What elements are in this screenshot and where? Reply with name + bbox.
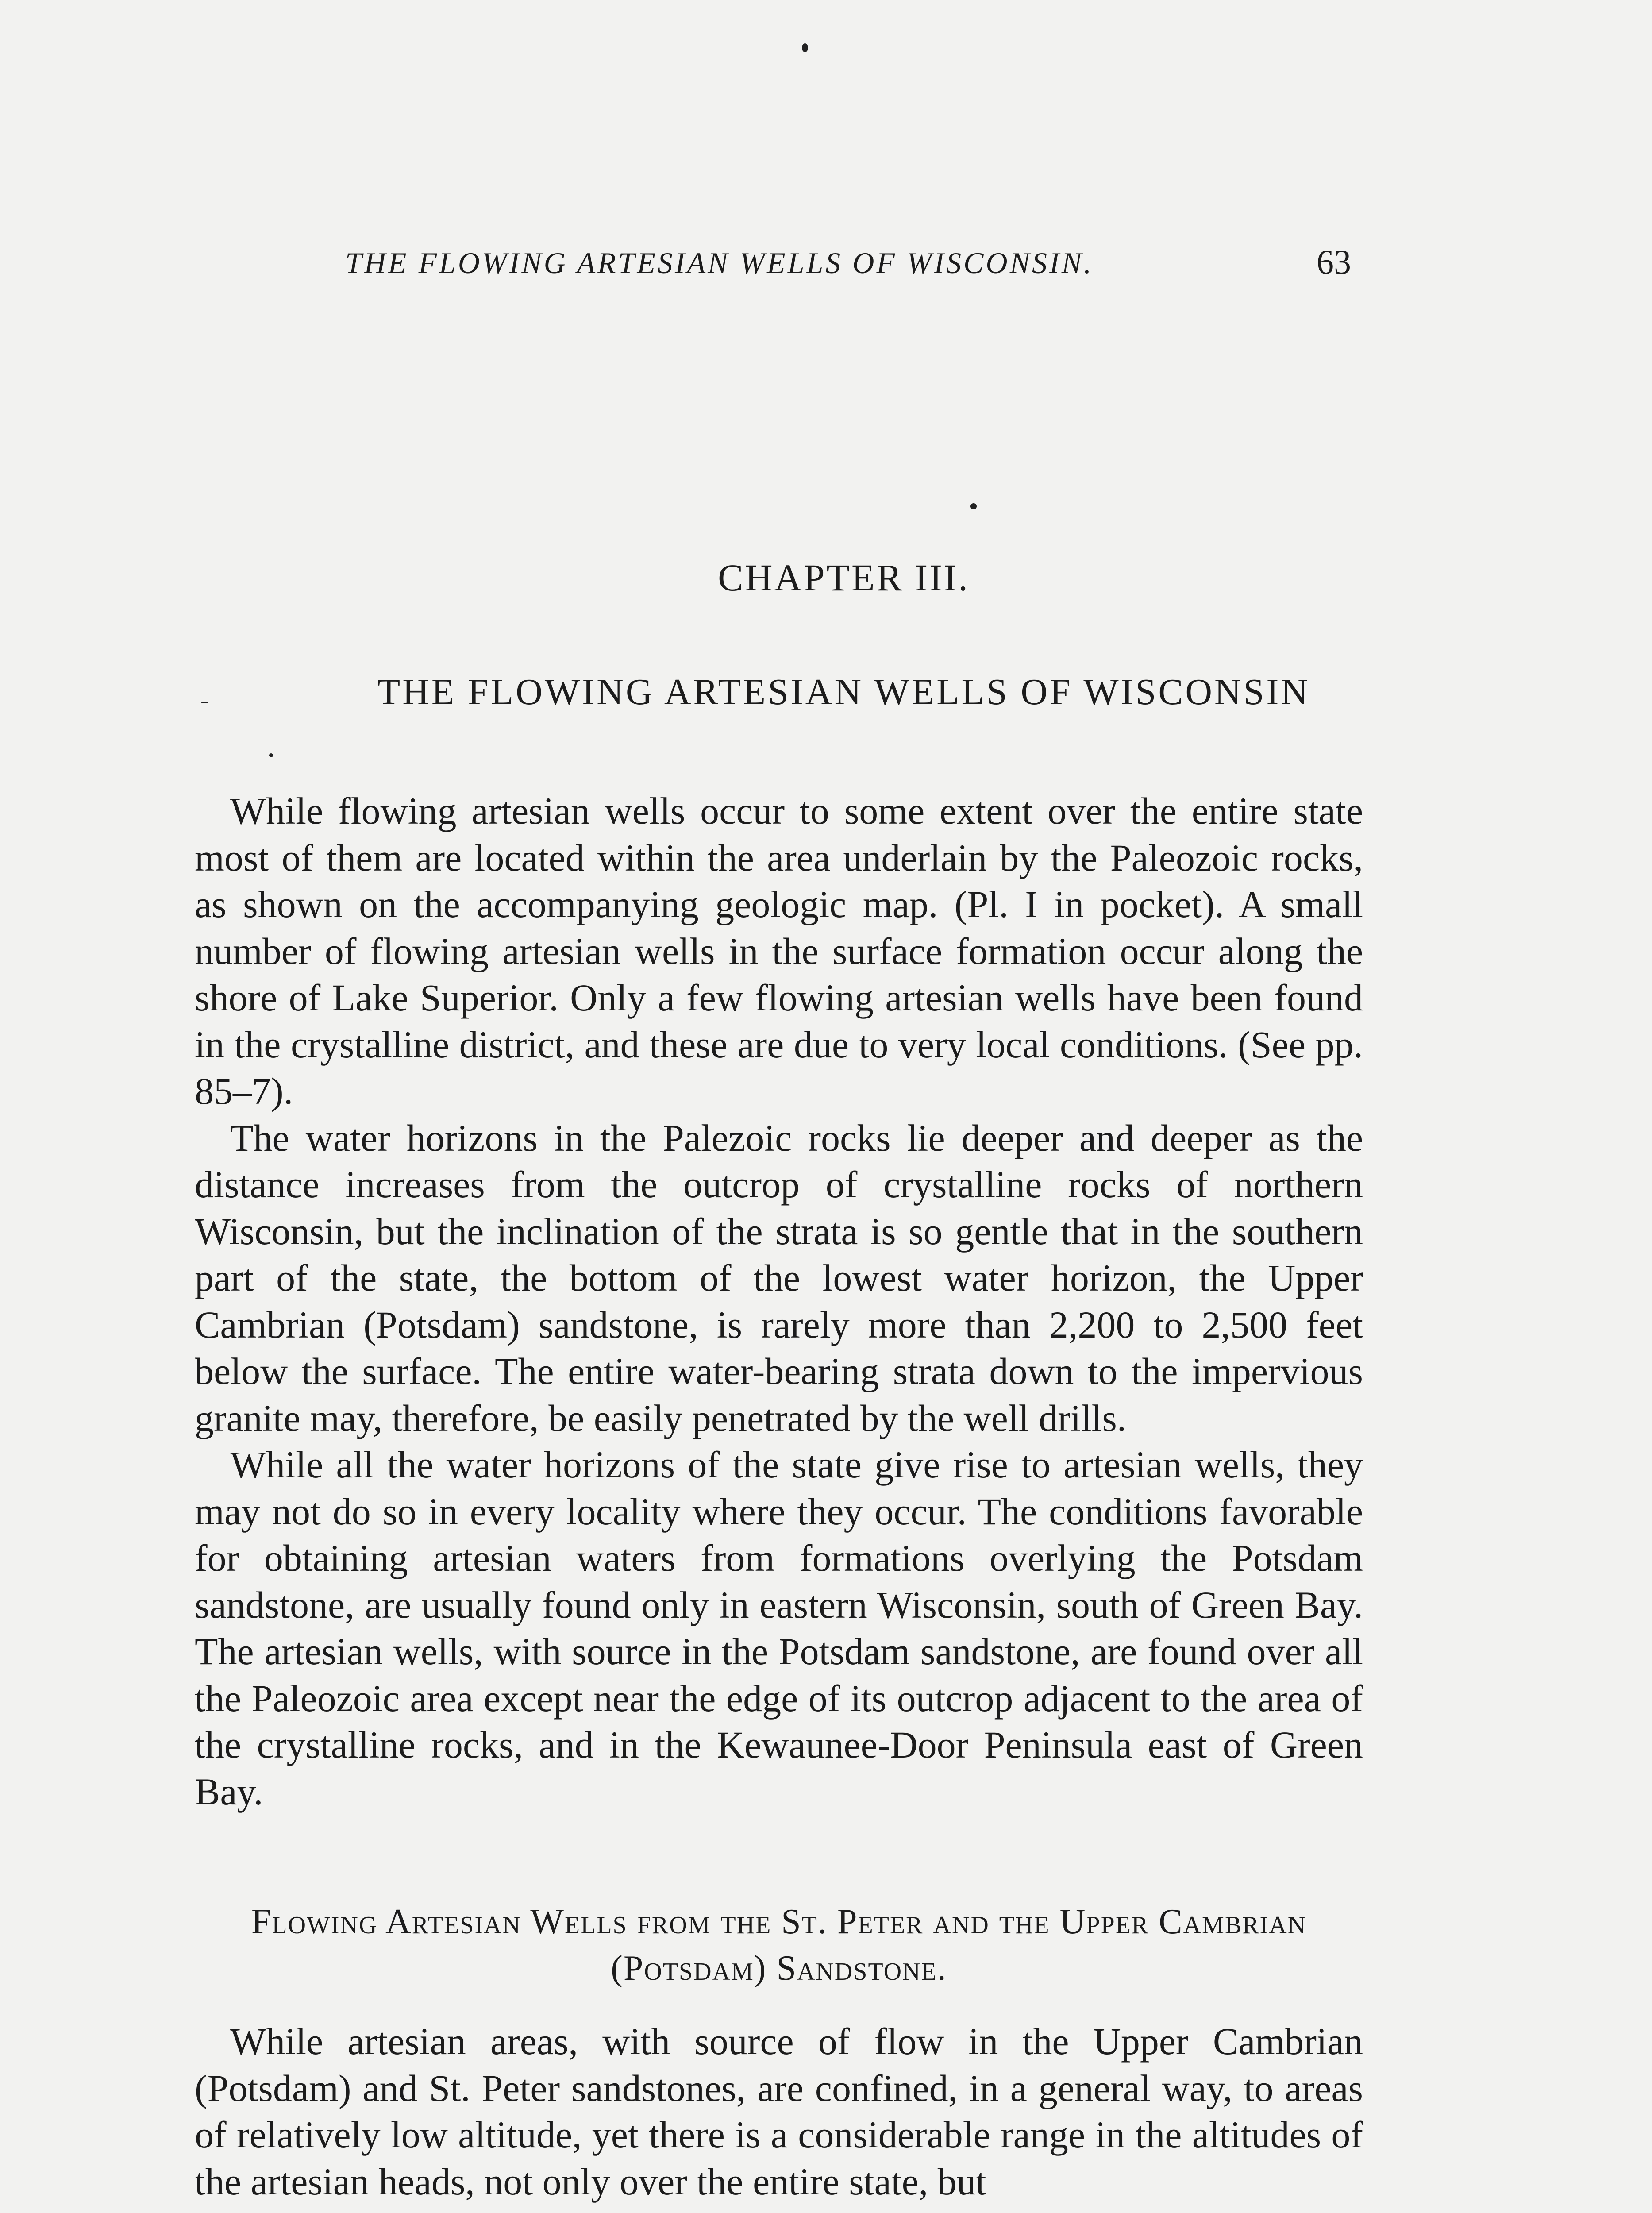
print-speck: [201, 702, 208, 703]
section-body: [195, 2018, 1363, 2205]
running-head: [0, 243, 1652, 294]
print-speck: [269, 753, 273, 757]
paragraph-2: The water horizons in the Palezoic rocks lie deeper and deeper as the distance increases from the outcrop of crystalline rocks of northern Wisconsin, but the inclination of the strata is so gentle that in the southern part of the state, the bottom of the lowest water horizon, the Upper Cambrian (Potsdam) sandstone, is rarely more than 2,200 to 2,500 feet below the surface. The entire water-bearing strata down to the impervious granite may, therefore, be easily penetrated by the well drills.: [195, 1116, 1363, 1439]
paragraph-1: While flowing artesian wells occur to some extent over the entire state most of them are located within the area underlain by the Paleozoic rocks, as shown on the accompanying geologic map. (Pl. I in pocket). A small number of flowing artesian wells in the surface formation occur along the shore of Lake Superior. Only a few flowing artesian wells have been found in the crystalline district, and these are due to very local conditions. (See pp. 85–7).: [195, 790, 1363, 1112]
paragraph-3: While all the water horizons of the state give rise to artesian wells, they may not do so in every locality where they occur. The conditions favorable for obtaining artesian waters from formations overlying the Potsdam sandstone, are usually found only in eastern Wisconsin, south of Green Bay. The artesian wells, with source in the Potsdam sandstone, are found over all the Paleozoic area except near the edge of its outcrop adjacent to the area of the crystalline rocks, and in the Kewaunee-Door Peninsula east of Green Bay.: [195, 1443, 1363, 1813]
print-speck: [802, 43, 808, 52]
chapter-body: [195, 788, 1363, 1815]
chapter-number: CHAPTER III.: [718, 556, 970, 599]
running-head-title: THE FLOWING ARTESIAN WELLS OF WISCONSIN.: [345, 246, 1094, 280]
section-heading: Flowing Artesian Wells from the St. Peter and the Upper Cambrian (Potsdam) Sandstone.: [251, 1902, 1307, 1988]
page-number: 63: [1317, 243, 1351, 281]
chapter-title: THE FLOWING ARTESIAN WELLS OF WISCONSIN: [377, 671, 1310, 713]
section-paragraph: While artesian areas, with source of flow in the Upper Cambrian (Potsdam) and St. Peter sandstones, are confined, in a general way, to areas of relatively low altitude, yet there is a considerable range in the altitudes of the artesian heads, not only over the entire state, but: [195, 2020, 1363, 2203]
print-speck: [970, 503, 977, 509]
